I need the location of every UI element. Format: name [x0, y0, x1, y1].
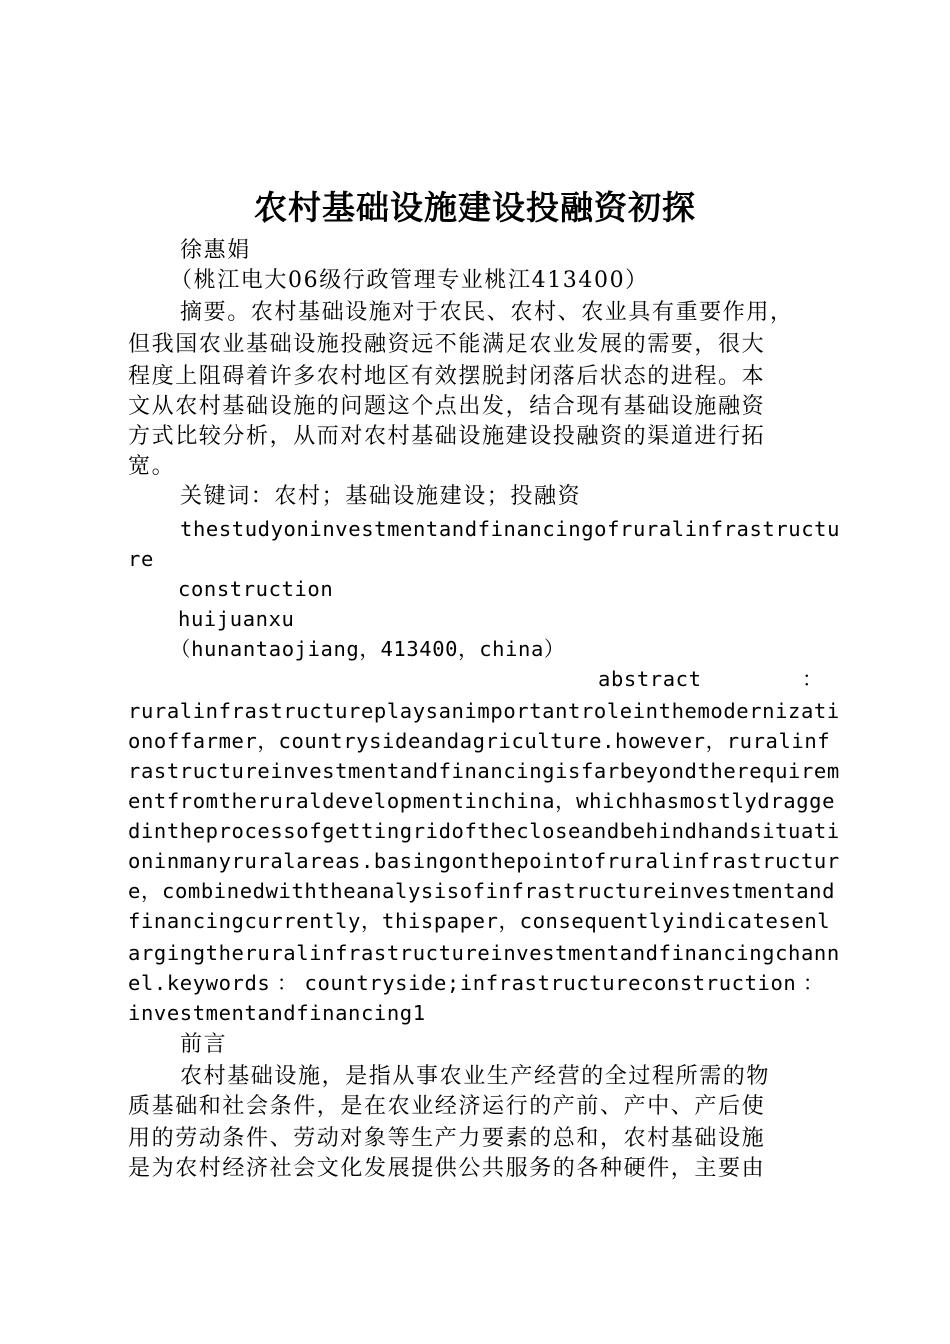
- preface-line: 质基础和社会条件，是在农业经济运行的产前、产中、产后使: [128, 1094, 766, 1119]
- preface-line: 农村基础设施，是指从事农业生产经营的全过程所需的物: [180, 1064, 771, 1089]
- abstract-cn-line: 宽。: [128, 454, 176, 479]
- author-name: 徐惠娟: [180, 238, 251, 263]
- preface-heading: 前言: [180, 1032, 228, 1057]
- preface-line: 是为农村经济社会文化发展提供公共服务的各种硬件，主要由: [128, 1156, 766, 1181]
- keywords-en-part: ：: [276, 971, 299, 995]
- title-en-line: construction: [178, 577, 334, 601]
- abstract-cn-line: 文从农村基础设施的问题这个点出发，结合现有基础设施融资: [128, 394, 766, 419]
- abstract-cn-line: 摘要。农村基础设施对于农民、农村、农业具有重要作用，: [180, 300, 794, 325]
- abstract-en-line: onoffarmer，countrysideandagriculture.however，ruralinf: [128, 729, 831, 753]
- abstract-en-line: oninmanyruralareas.basingonthepointofruralinfrastructur: [128, 849, 840, 873]
- keywords-en-part: ：: [802, 971, 824, 995]
- author-affiliation: （桃江电大06级行政管理专业桃江413400）: [170, 268, 649, 293]
- keywords-en-part: el.keywords: [128, 971, 271, 995]
- abstract-cn-line: 方式比较分析，从而对农村基础设施建设投融资的渠道进行拓: [128, 424, 766, 449]
- abstract-en-line: entfromtheruraldevelopmentinchina，whichhasmostlydragge: [128, 789, 836, 813]
- abstract-en-line: rastructureinvestmentandfinancingisfarbeyondtherequirem: [128, 759, 840, 783]
- author-en: huijuanxu: [178, 607, 295, 631]
- keywords-en-tail: investmentandfinancing1: [128, 1001, 426, 1025]
- title-en-line: re: [128, 547, 154, 571]
- abstract-en-line: ruralinfrastructureplaysanimportantroleinthemodernizati: [128, 699, 840, 723]
- abstract-cn-line: 但我国农业基础设施投融资远不能满足农业发展的需要，很大: [128, 332, 766, 357]
- keywords-cn: 关键词：农村；基础设施建设；投融资: [180, 484, 582, 509]
- abstract-en-line: dintheprocessofgettingridofthecloseandbehindhandsituati: [128, 819, 840, 843]
- affiliation-en: （hunantaojiang，413400，china）: [170, 637, 566, 661]
- document-title: 农村基础设施建设投融资初探: [254, 188, 696, 227]
- abstract-en-colon: ：: [802, 667, 824, 691]
- abstract-en-line: financingcurrently，thispaper，consequentlyindicatesenl: [128, 909, 831, 933]
- abstract-en-line: e，combinedwiththeanalysisofinfrastructureinvestmentand: [128, 879, 836, 903]
- title-en-line: thestudyoninvestmentandfinancingofruralinfrastructu: [180, 517, 841, 541]
- keywords-en-part: countryside;infrastructureconstruction: [304, 971, 797, 995]
- keywords-en-line: [128, 968, 824, 998]
- abstract-en-label: abstract: [598, 667, 702, 691]
- preface-line: 用的劳动条件、劳动对象等生产力要素的总和，农村基础设施: [128, 1126, 766, 1151]
- abstract-en-line: argingtheruralinfrastructureinvestmentandfinancingchann: [128, 941, 840, 965]
- abstract-cn-line: 程度上阻碍着许多农村地区有效摆脱封闭落后状态的进程。本: [128, 364, 766, 389]
